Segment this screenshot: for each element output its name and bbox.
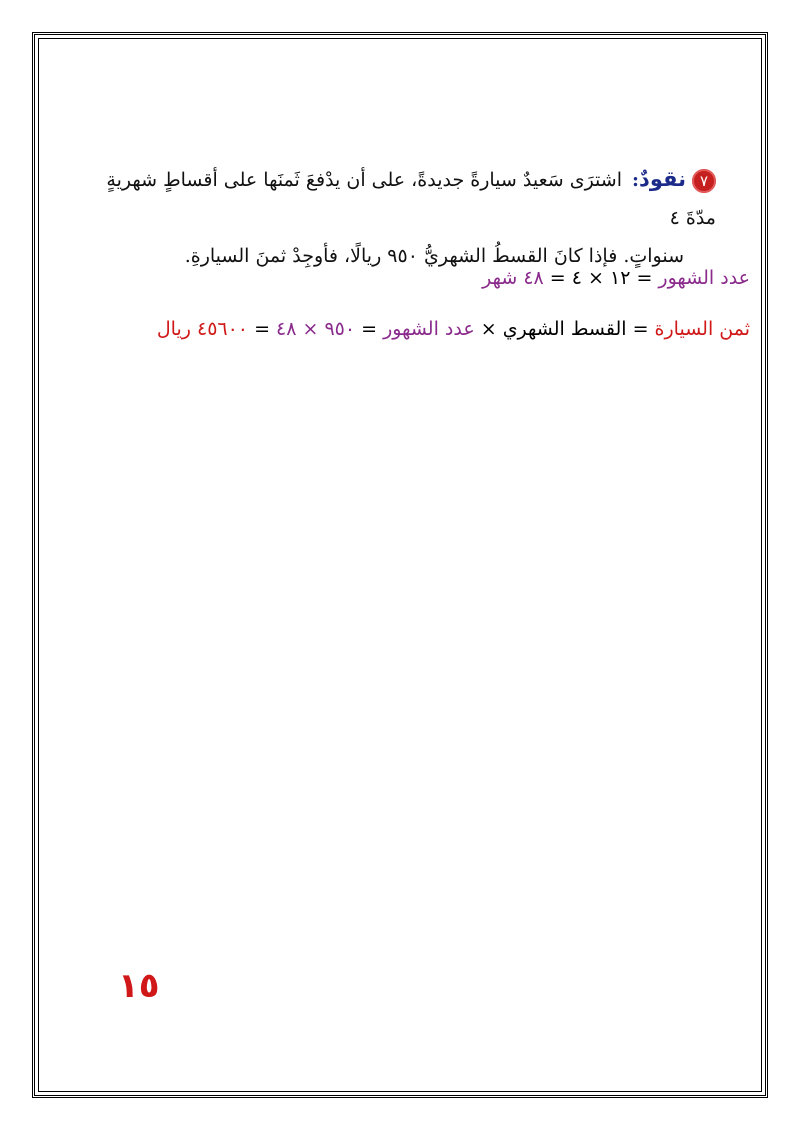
equals-sign: = [361, 318, 378, 340]
solution-line-price [157, 318, 750, 340]
price-label: ثمن السيارة [654, 318, 750, 340]
solution-line-months [482, 267, 750, 289]
equals-sign: = [254, 318, 270, 340]
problem-topic: نقودٌ [639, 167, 686, 191]
equals-sign: = [549, 267, 566, 289]
problem-text-line-2: سنواتٍ. فإذا كانَ القسطُ الشهريُّ ٩٥٠ ريالًا، فأوجِدْ ثمنَ السيارةِ. [184, 245, 684, 267]
price-result: ٤٥٦٠٠ ريال [156, 318, 249, 340]
problem-separator: : [632, 169, 640, 191]
page-number: ١٥ [118, 966, 160, 1006]
problem-number-badge: ٧ [692, 169, 716, 193]
equals-sign: = [632, 318, 649, 340]
times-sign: × [480, 318, 497, 340]
months-expression: ١٢ × ٤ [571, 267, 631, 289]
months-label: عدد الشهور [658, 267, 750, 289]
monthly-installment-term: القسط الشهري [502, 318, 627, 340]
months-result: ٤٨ شهر [482, 267, 544, 289]
months-term: عدد الشهور [383, 318, 475, 340]
equals-sign: = [636, 267, 653, 289]
price-expression: ٩٥٠ × ٤٨ [276, 318, 356, 340]
problem-text-line-1: اشترَى سَعيدٌ سيارةً جديدةً، على أن يدْفعَ ثَمنَها على أقساطٍ شهريةٍ مدّةَ ٤ [106, 169, 716, 229]
problem-statement [76, 160, 716, 275]
